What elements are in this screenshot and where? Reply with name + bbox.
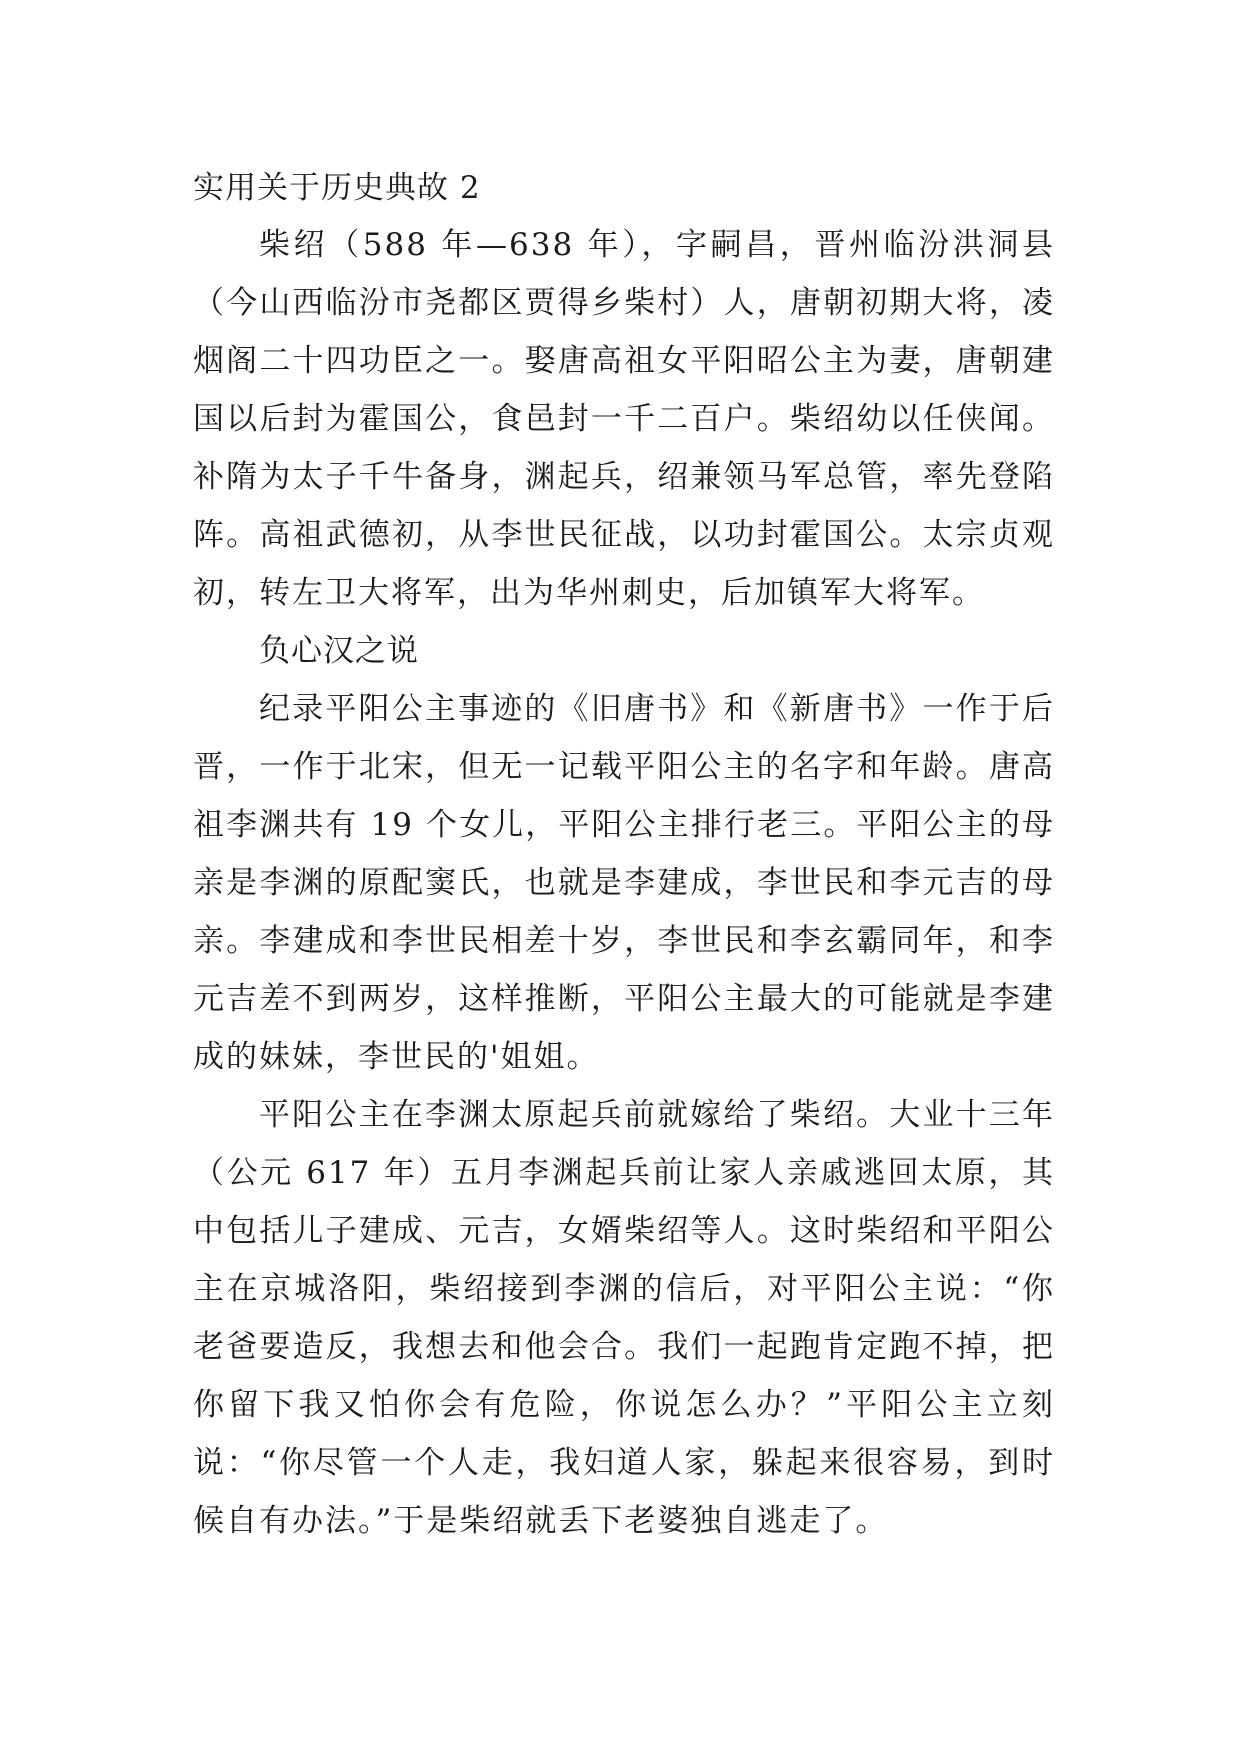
paragraph-marriage-story: 平阳公主在李渊太原起兵前就嫁给了柴绍。大业十三年（公元 617 年）五月李渊起兵前让家人亲戚逃回太原，其中包括儿子建成、元吉，女婿柴绍等人。这时柴绍和平阳公主在京城洛阳，柴绍接到李渊的信后，对平阳公主说：“你老爸要造反，我想去和他会合。我们一起跑肯定跑不掉，把你留下我又怕你会有危险，你说怎么办？”平阳公主立刻说：“你尽管一个人走，我妇道人家，躲起来很容易，到时候自有办法。”于是柴绍就丢下老婆独自逃走了。 — [193, 1097, 1055, 1539]
paragraph-pingyang-records: 纪录平阳公主事迹的《旧唐书》和《新唐书》一作于后晋，一作于北宋，但无一记载平阳公主的名字和年龄。唐高祖李渊共有 19 个女儿，平阳公主排行老三。平阳公主的母亲是李渊的原配窦氏，也就是李建成，李世民和李元吉的母亲。李建成和李世民相差十岁，李世民和李玄霸同年，和李元吉差不到两岁，这样推断，平阳公主最大的可能就是李建成的妹妹，李世民的'姐姐。 — [193, 691, 1055, 1075]
document-title: 实用关于历史典故 2 — [193, 170, 481, 206]
section-heading: 负心汉之说 — [259, 633, 419, 669]
document-page — [193, 160, 1055, 1550]
paragraph-chai-shao-bio: 柴绍（588 年—638 年），字嗣昌，晋州临汾洪洞县（今山西临汾市尧都区贾得乡柴村）人，唐朝初期大将，凌烟阁二十四功臣之一。娶唐高祖女平阳昭公主为妻，唐朝建国以后封为霍国公，食邑封一千二百户。柴绍幼以任侠闻。补隋为太子千牛备身，渊起兵，绍兼领马军总管，率先登陷阵。高祖武德初，从李世民征战，以功封霍国公。太宗贞观初，转左卫大将军，出为华州刺史，后加镇军大将军。 — [193, 227, 1055, 611]
